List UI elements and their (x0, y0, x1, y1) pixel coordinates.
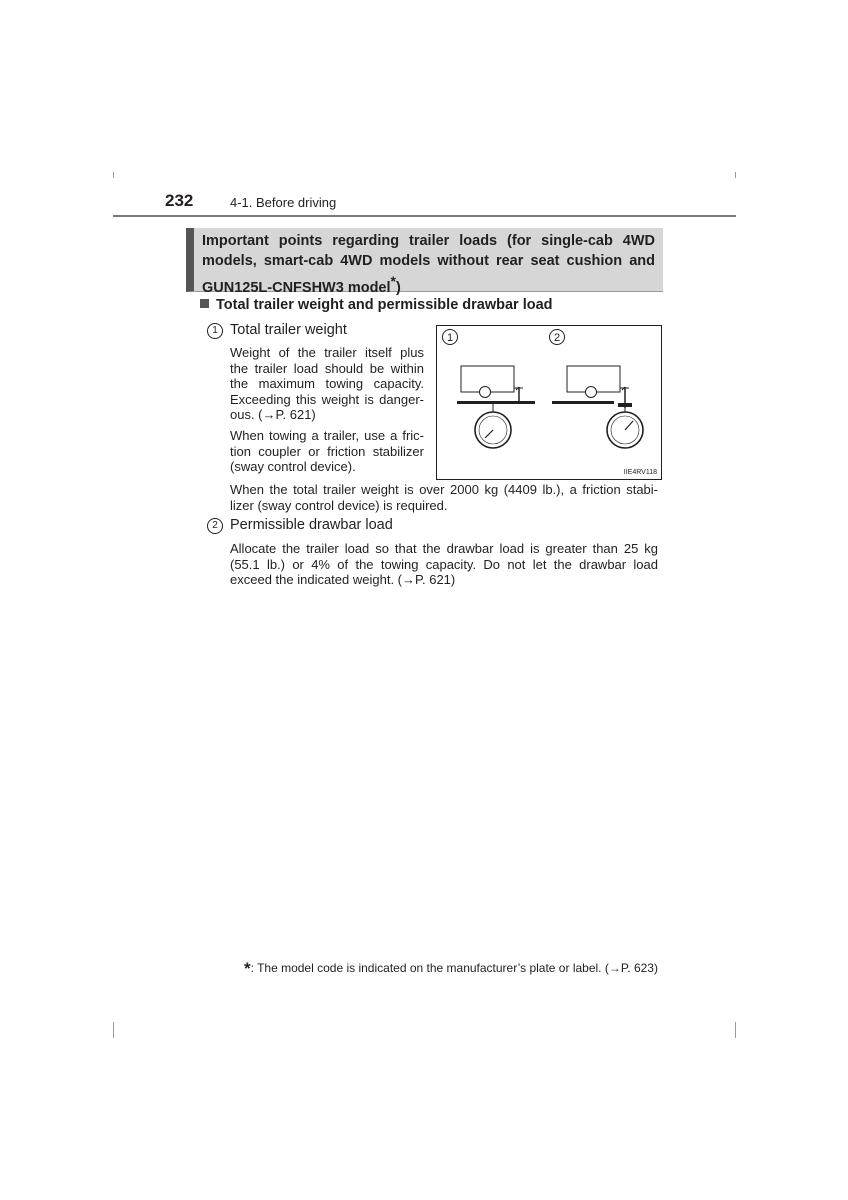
header-rule (113, 215, 736, 217)
trailer-1-icon (461, 366, 523, 402)
item-1-p3-line-2: lizer (sway control device) is required. (230, 497, 448, 513)
item-1-paragraph-1 (230, 345, 424, 423)
footnote-asterisk: * (244, 959, 251, 978)
item-1-p1-line-3: the maximum towing capacity. (230, 376, 424, 392)
ground-1-bar (457, 401, 535, 404)
figure-label-1: 1 (446, 332, 454, 344)
subheading-text: Total trailer weight and permissible drawbar load (216, 297, 553, 313)
callout-model-text: GUN125L-CNFSHW3 model (202, 279, 391, 296)
item-2-paragraph (230, 541, 658, 588)
item-1-paragraph-3 (230, 482, 658, 513)
item-1-p1-line-4: Exceeding this weight is danger- (230, 391, 424, 407)
item-1-p3-line-1: When the total trailer weight is over 2000 kg (4409 lb.), a friction stabi- (230, 482, 658, 497)
item-1-p1-line-1: Weight of the trailer itself plus (230, 345, 424, 360)
item-1-p1-line-5: ous. (→P. 621) (230, 407, 316, 423)
item-1-paragraph-2 (230, 428, 424, 475)
callout-line-3 (202, 271, 655, 298)
figure-label-2: 2 (553, 332, 561, 344)
callout-line-1: Important points regarding trailer loads (for single-cab 4WD (202, 233, 655, 249)
callout-asterisk: * (390, 273, 396, 289)
section-title: 4-1. Before driving (230, 195, 337, 210)
scale-gauge-1-icon (475, 404, 511, 448)
square-bullet-icon (200, 299, 209, 308)
item-2-line-1: Allocate the trailer load so that the drawbar load is greater than 25 kg (230, 541, 658, 556)
item-2-line-2: (55.1 lb.) or 4% of the towing capacity. Do not let the drawbar load (230, 556, 658, 572)
item-1-p2-line-3: (sway control device). (230, 459, 356, 475)
footnote-text: : The model code is indicated on the manufacturer’s plate or label. (→P. 623) (250, 961, 658, 975)
callout-close: ) (395, 279, 401, 296)
scale-2-pad (618, 403, 632, 407)
trailer-scale-diagram (437, 326, 661, 479)
subheading (200, 297, 553, 313)
crop-mark-bottom-right (735, 1022, 736, 1038)
crop-mark-top-left (113, 172, 114, 178)
item-2-number: 2 (207, 518, 223, 534)
scale-gauge-2-icon (607, 407, 643, 448)
item-1-p1-line-2: the trailer load should be within (230, 360, 424, 376)
item-2-line-3: exceed the indicated weight. (→P. 621) (230, 572, 456, 588)
callout-line-2: models, smart-cab 4WD models without rear seat cushion and (202, 253, 655, 269)
crop-mark-bottom-left (113, 1022, 114, 1038)
item-1-title: Total trailer weight (230, 322, 347, 338)
page-number: 232 (165, 191, 194, 210)
item-1-p2-line-2: tion coupler or friction stabilizer (230, 443, 424, 459)
callout-box (186, 228, 663, 296)
footnote (244, 957, 658, 977)
crop-mark-top-right (735, 172, 736, 178)
figure-code: IIE4RV118 (623, 469, 657, 476)
item-1-number: 1 (207, 323, 223, 339)
item-2-title: Permissible drawbar load (230, 517, 393, 533)
item-1-p2-line-1: When towing a trailer, use a fric- (230, 428, 424, 443)
trailer-load-figure (436, 325, 662, 480)
ground-2-bar (552, 401, 614, 404)
